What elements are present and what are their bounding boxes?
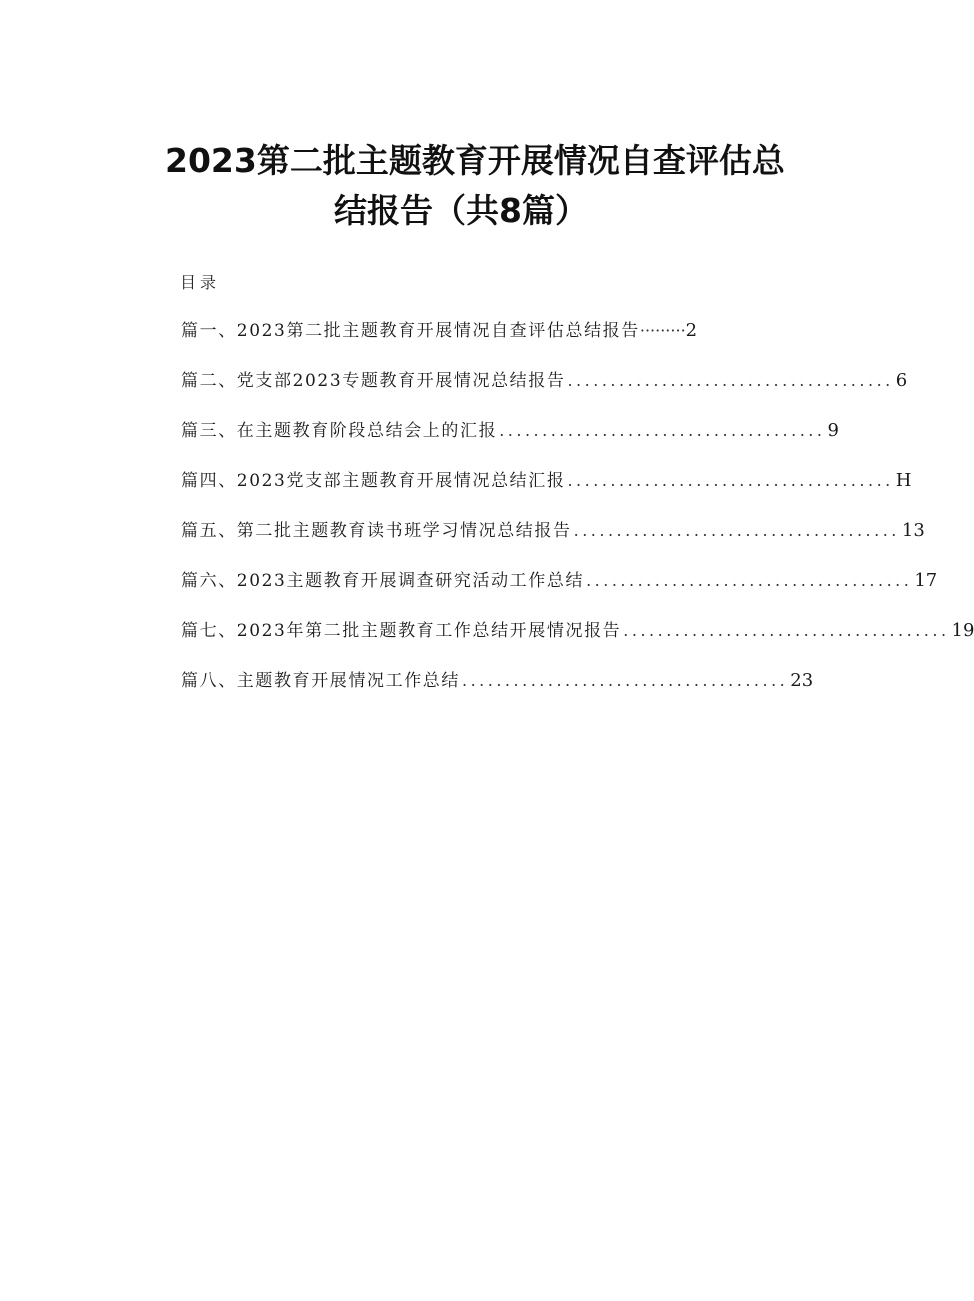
toc-entry-8[interactable]: [181, 666, 814, 716]
toc-entry-page: 13: [901, 520, 925, 541]
title-line-1: 2023第二批主题教育开展情况自查评估总: [165, 141, 785, 180]
toc-entry-4[interactable]: [181, 466, 912, 516]
toc-leader-dots: ......................................: [623, 621, 950, 640]
title-line-2: 结报告（共8篇）: [334, 191, 588, 230]
toc-entry-1[interactable]: [181, 316, 776, 366]
toc-entry-5[interactable]: [181, 516, 925, 566]
toc-entry-2[interactable]: [181, 366, 908, 416]
toc-entry-label: 篇二、党支部2023专题教育开展情况总结报告: [181, 371, 566, 391]
toc-entry-7[interactable]: [181, 616, 974, 666]
toc-leader-dots: ......................................: [567, 471, 894, 490]
toc-entry-label: 篇四、2023党支部主题教育开展情况总结汇报: [181, 471, 566, 491]
toc-entry-label: 篇一、2023第二批主题教育开展情况自查评估总结报告: [181, 321, 640, 341]
toc-leader-dots: ......................................: [573, 521, 900, 540]
toc-entry-label: 篇六、2023主题教育开展调查研究活动工作总结: [181, 571, 585, 591]
toc-leader-dots: ......................................: [567, 371, 894, 390]
toc-entry-6[interactable]: [181, 566, 938, 616]
toc-leader-dots: ·········: [639, 321, 686, 340]
toc-entry-label: 篇七、2023年第二批主题教育工作总结开展情况报告: [181, 621, 622, 641]
toc-leader-dots: ......................................: [499, 421, 826, 440]
toc-leader-dots: ......................................: [462, 671, 789, 690]
toc-entry-page: 17: [914, 570, 938, 591]
toc-entry-label: 篇五、第二批主题教育读书班学习情况总结报告: [181, 521, 572, 541]
toc-entry-3[interactable]: [181, 416, 839, 466]
toc-entry-page: 9: [827, 420, 839, 441]
toc-entry-page: 2: [685, 320, 698, 341]
toc-heading: 目录: [180, 273, 221, 292]
toc-leader-dots: ......................................: [586, 571, 913, 590]
toc-entry-page: 19: [951, 620, 974, 641]
toc-entry-label: 篇八、主题教育开展情况工作总结: [181, 671, 460, 691]
toc-entry-page: H: [895, 470, 912, 491]
toc-entry-page: 23: [790, 670, 814, 691]
toc-entry-page: 6: [895, 370, 908, 391]
table-of-contents: [181, 316, 974, 716]
toc-entry-label: 篇三、在主题教育阶段总结会上的汇报: [181, 421, 498, 441]
